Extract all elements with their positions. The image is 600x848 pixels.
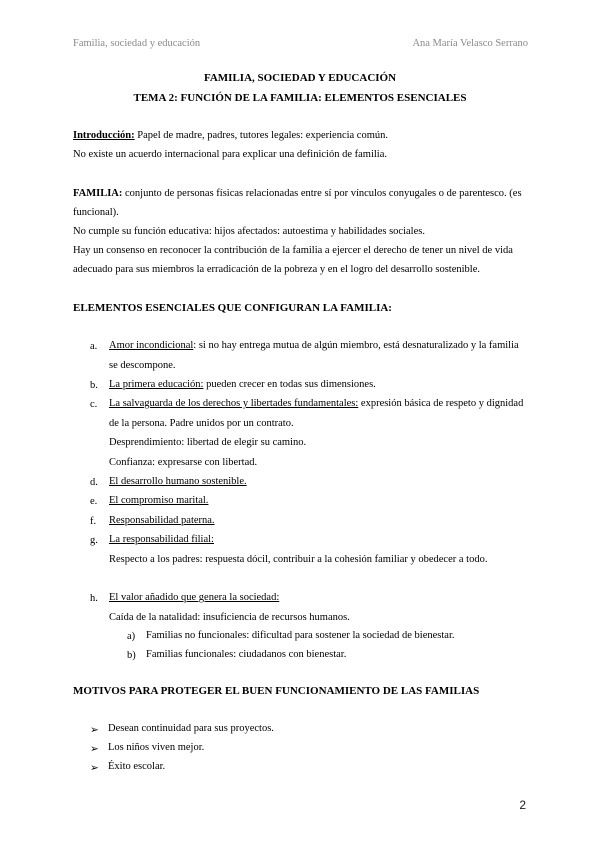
arrow-bullet-icon: ➢ — [90, 763, 99, 774]
familia-text: conjunto de personas físicas relacionadas entre sí por vínculos conyugales o de parentesco. (es funcional). — [73, 188, 522, 218]
page-subtitle: TEMA 2: FUNCIÓN DE LA FAMILIA: ELEMENTOS ESENCIALES — [133, 92, 467, 104]
item-label: Responsabilidad paterna. — [109, 515, 215, 526]
item-sub-confianza: Confianza: expresarse con libertad. — [109, 456, 258, 468]
familia-line3: Hay un consenso en reconocer la contribución de la familia a ejercer el derecho de tener un nivel de vida adecuado para sus miembros la erradicación de la pobreza y en el logro del desarrollo sostenible. — [73, 245, 513, 275]
item-sub-respecto: Respecto a los padres: respuesta dócil, contribuir a la cohesión familiar y obedecer a todo. — [109, 553, 488, 565]
page-number: 2 — [519, 798, 526, 812]
item-text: expresión básica de respeto y dignidad de la persona. Padre unidos por un contrato. — [109, 398, 524, 429]
sublist-marker: a) — [127, 631, 136, 642]
list-item-salvaguarda — [109, 394, 524, 472]
page-title: FAMILIA, SOCIEDAD Y EDUCACIÓN — [203, 72, 397, 84]
section-elementos-title: ELEMENTOS ESENCIALES QUE CONFIGURAN LA FAMILIA: — [73, 302, 392, 314]
list-item-primera-educacion — [109, 375, 519, 395]
item-label: La primera educación: — [109, 379, 204, 390]
item-label: El desarrollo humano sostenible. — [109, 476, 247, 487]
list-item-valor-anadido — [109, 588, 524, 627]
bullet-item: Los niños viven mejor. — [108, 742, 205, 753]
sublist-item-no-funcionales: Familias no funcionales: dificultad para sostener la sociedad de bienestar. — [146, 630, 455, 641]
sublist-item-funcionales: Familias funcionales: ciudadanos con bienestar. — [146, 649, 347, 660]
bullet-item: Éxito escolar. — [108, 761, 166, 772]
item-sub-natalidad: Caída de la natalidad: insuficiencia de recursos humanos. — [109, 611, 350, 623]
list-item-responsabilidad-filial — [109, 530, 524, 569]
list-marker: h. — [90, 593, 98, 604]
intro-line2: No existe un acuerdo internacional para explicar una definición de familia. — [73, 149, 387, 160]
item-label: Amor incondicional — [109, 340, 194, 351]
list-item-compromiso — [109, 491, 208, 511]
list-marker: g. — [90, 535, 98, 546]
section-motivos-title: MOTIVOS PARA PROTEGER EL BUEN FUNCIONAMIENTO DE LAS FAMILIAS — [73, 685, 480, 697]
list-marker: e. — [90, 496, 98, 507]
list-item-desarrollo — [109, 472, 247, 492]
item-label: La salvaguarda de los derechos y libertades fundamentales: — [109, 398, 359, 409]
intro-paragraph — [73, 126, 533, 164]
arrow-bullet-icon: ➢ — [90, 725, 99, 736]
header-author: Ana María Velasco Serrano — [412, 38, 528, 49]
arrow-bullet-icon: ➢ — [90, 744, 99, 755]
item-text: : si no hay entrega mutua de algún miembro, está desnaturalizado y la familia se descompone. — [109, 340, 519, 371]
item-label: El valor añadido que genera la sociedad: — [109, 592, 280, 603]
intro-text: Papel de madre, padres, tutores legales: experiencia común. — [134, 130, 389, 141]
item-label: El compromiso marital. — [109, 495, 209, 506]
sublist-marker: b) — [127, 650, 136, 661]
item-label: La responsabilidad filial: — [109, 534, 214, 545]
list-marker: f. — [90, 516, 97, 527]
item-text: pueden crecer en todas sus dimensiones. — [203, 379, 376, 390]
bullet-item: Desean continuidad para sus proyectos. — [108, 723, 274, 734]
familia-label: FAMILIA: — [73, 188, 123, 199]
header-doc-title: Familia, sociedad y educación — [73, 38, 201, 49]
list-item-amor — [109, 336, 519, 375]
list-marker: a. — [90, 341, 98, 352]
list-item-responsabilidad-paterna — [109, 511, 215, 531]
list-marker: b. — [90, 380, 98, 391]
intro-label: Introducción: — [73, 130, 135, 141]
familia-paragraph — [73, 184, 535, 279]
list-marker: d. — [90, 477, 98, 488]
item-sub-desprendimiento: Desprendimiento: libertad de elegir su camino. — [109, 437, 307, 448]
list-marker: c. — [90, 399, 98, 410]
familia-line2: No cumple su función educativa: hijos afectados: autoestima y habilidades sociales. — [73, 226, 425, 237]
